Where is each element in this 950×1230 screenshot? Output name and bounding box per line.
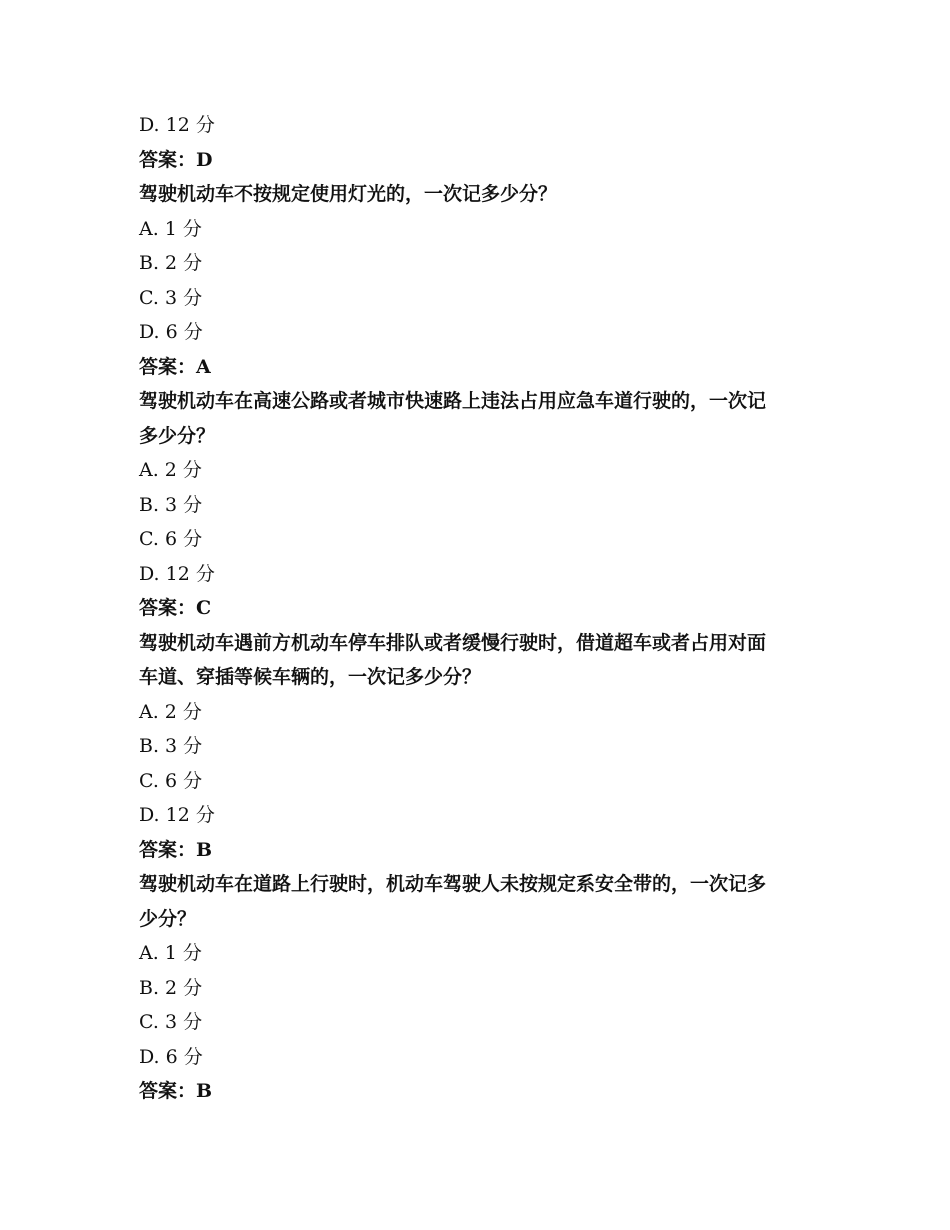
question-text: 驾驶机动车遇前方机动车停车排队或者缓慢行驶时，借道超车或者占用对面 — [139, 631, 767, 654]
document-body — [139, 108, 811, 1109]
option-line: B. 2 分 — [139, 252, 203, 274]
answer-line: 答案：D — [139, 148, 213, 171]
option-line: C. 6 分 — [139, 528, 203, 550]
option-line: A. 2 分 — [139, 459, 202, 481]
option-line: C. 3 分 — [139, 1011, 203, 1033]
answer-line: 答案：B — [139, 1080, 213, 1102]
option-line: C. 3 分 — [139, 286, 203, 309]
answer-line: 答案：C — [139, 597, 212, 619]
question-text: 少分？ — [139, 907, 197, 930]
option-line: D. 6 分 — [139, 321, 203, 343]
answer-line: 答案：B — [139, 838, 213, 861]
option-line: B. 2 分 — [139, 976, 203, 999]
answer-line: 答案：A — [139, 355, 211, 378]
option-line: A. 2 分 — [139, 700, 202, 723]
option-line: D. 12 分 — [139, 114, 215, 136]
question-text: 车道、穿插等候车辆的，一次记多少分？ — [139, 666, 482, 688]
question-text: 多少分？ — [139, 424, 216, 447]
question-text: 驾驶机动车在高速公路或者城市快速路上违法占用应急车道行驶的，一次记 — [139, 390, 767, 412]
option-line: B. 3 分 — [139, 735, 203, 757]
option-line: D. 12 分 — [139, 562, 215, 585]
question-text: 驾驶机动车不按规定使用灯光的，一次记多少分？ — [139, 183, 558, 205]
option-line: D. 12 分 — [139, 804, 215, 826]
question-text: 驾驶机动车在道路上行驶时，机动车驾驶人未按规定系安全带的，一次记多 — [139, 873, 767, 895]
option-line: D. 6 分 — [139, 1045, 203, 1068]
option-line: C. 6 分 — [139, 769, 203, 792]
option-line: A. 1 分 — [139, 942, 202, 964]
option-line: A. 1 分 — [139, 217, 202, 240]
option-line: B. 3 分 — [139, 493, 203, 516]
